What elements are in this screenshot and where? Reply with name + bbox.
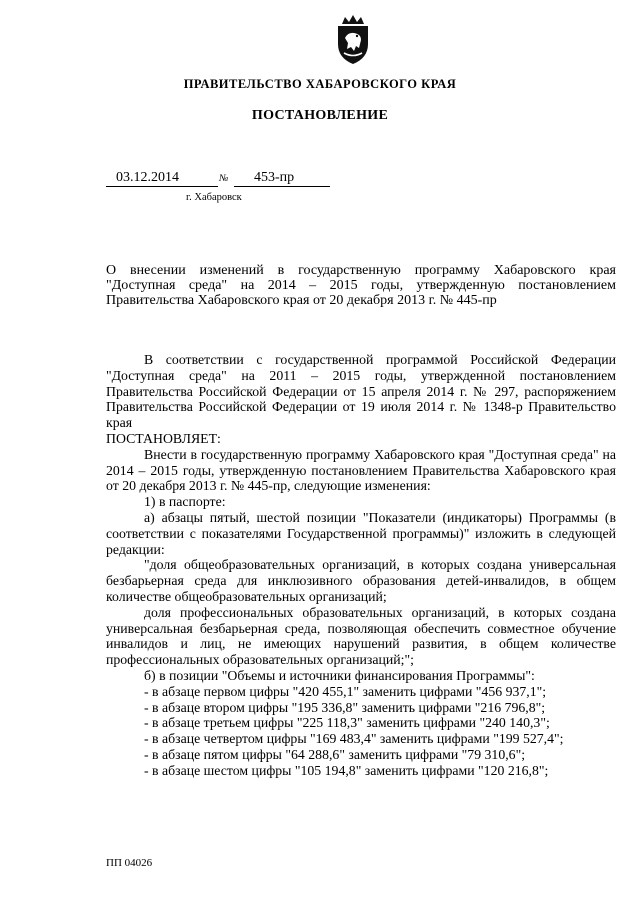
list-item: - в абзаце втором цифры "195 336,8" заменить цифрами "216 796,8"; — [144, 699, 546, 715]
paragraph-amend-intro: Внести в государственную программу Хабаровского края "Доступная среда" на 2014 – 2015 годы, утвержденную постановлением Правительства Хабаровского края от 20 декабря 2013 г. № 445-пр, следующие изменения: — [106, 446, 616, 494]
number-sign: № — [219, 173, 229, 184]
paragraph-quote-1: "доля общеобразовательных организаций, в которых создана универсальная безбарьерная среда для инклюзивного образования детей-инвалидов, в общем количестве общеобразовательных организаций; — [106, 557, 616, 604]
paragraph-item-b: б) в позиции "Объемы и источники финансирования Программы": — [144, 667, 535, 683]
paragraph-resolve: ПОСТАНОВЛЯЕТ: — [106, 430, 221, 446]
document-number: 453-пр — [234, 170, 330, 187]
list-item: - в абзаце четвертом цифры "169 483,4" заменить цифрами "199 527,4"; — [144, 731, 564, 747]
document-date: 03.12.2014 — [106, 170, 218, 187]
document-type-title: ПОСТАНОВЛЕНИЕ — [251, 108, 389, 123]
list-item: - в абзаце третьем цифры "225 118,3" заменить цифрами "240 140,3"; — [144, 715, 550, 731]
paragraph-item-a: а) абзацы пятый, шестой позиции "Показатели (индикаторы) Программы (в соответствии с показателями Государственной программы)" изложить в следующей редакции: — [106, 509, 616, 557]
paragraph-quote-2: доля профессиональных образовательных организаций, в которых создана универсальная безбарьерная среда, позволяющая обеспечить совместное обучение инвалидов и лиц, не имеющих нарушений развития, в общем количестве профессиональных образовательных организаций;"; — [106, 604, 616, 668]
document-subject: О внесении изменений в государственную программу Хабаровского края "Доступная среда" на 2014 – 2015 годы, утвержденную постановлением Правительства Хабаровского края от 20 декабря 2013 г. № 445-пр — [106, 263, 616, 308]
document-city: г. Хабаровск — [186, 192, 242, 203]
government-title: ПРАВИТЕЛЬСТВО ХАБАРОВСКОГО КРАЯ — [183, 77, 457, 91]
document-body — [106, 352, 616, 779]
footer-code: ПП 04026 — [106, 857, 153, 869]
list-item: - в абзаце первом цифры "420 455,1" заменить цифрами "456 937,1"; — [144, 683, 547, 699]
paragraph-preamble: В соответствии с государственной программой Российской Федерации "Доступная среда" на 2011 – 2015 годы, утвержденной постановлением Правительства Российской Федерации от 15 апреля 2014 г. № 297, распоряжением Правительства Российской Федерации от 19 июля 2014 г. № 1348-р Правительство края — [106, 352, 616, 431]
list-item: - в абзаце пятом цифры "64 288,6" заменить цифрами "79 310,6"; — [144, 746, 526, 762]
paragraph-item-1: 1) в паспорте: — [144, 494, 226, 510]
list-item: - в абзаце шестом цифры "105 194,8" заменить цифрами "120 216,8"; — [144, 762, 549, 778]
coat-of-arms-icon — [330, 14, 376, 66]
